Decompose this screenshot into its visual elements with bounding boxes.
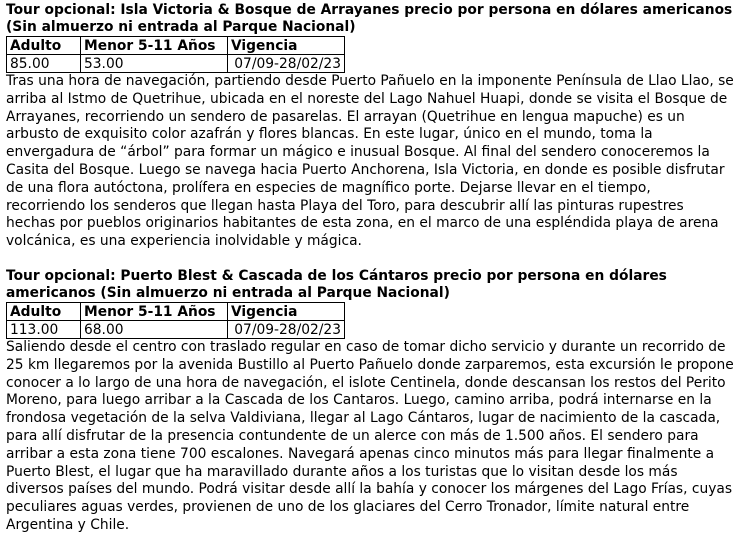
price-adult: 113.00 — [7, 321, 81, 339]
header-minor: Menor 5-11 Años — [81, 303, 228, 321]
price-adult: 85.00 — [7, 55, 81, 73]
header-minor: Menor 5-11 Años — [81, 37, 228, 55]
price-table-header-row — [7, 303, 345, 321]
tour-description: Tras una hora de navegación, partiendo desde Puerto Pañuelo en la imponente Península de Llao Llao, se arriba al Istmo de Quetrihue, ubicada en el noreste del Lago Nahuel Huapi, donde se visita el Bosque de Arrayanes, recorriendo un sendero de pasarelas. El arrayan (Quetrihue en lengua mapuche) es un arbusto de exquisito color azafrán y flores blancas. En este lugar, único en el mundo, toma la envergadura de “árbol” para formar un mágico e inusual Bosque. Al final del sendero conoceremos la Casita del Bosque. Luego se navega hacia Puerto Anchorena, Isla Victoria, en donde es posible disfrutar de una flora autóctona, prolífera en especies de magnífico porte. Dejarse llevar en el tiempo, recorriendo los senderos que llegan hasta Playa del Toro, para descubrir allí las pinturas rupestres hechas por pueblos originarios habitantes de esta zona, en el marco de una espléndida playa de arena volcánica, es una experiencia inolvidable y mágica. — [6, 73, 734, 250]
header-adult: Adulto — [7, 37, 81, 55]
tour-section-isla-victoria — [6, 2, 734, 251]
header-validity: Vigencia — [228, 303, 345, 321]
price-minor: 68.00 — [81, 321, 228, 339]
price-validity: 07/09-28/02/23 — [228, 55, 345, 73]
price-minor: 53.00 — [81, 55, 228, 73]
price-table-row — [7, 55, 345, 73]
tour-section-puerto-blest — [6, 268, 734, 535]
header-validity: Vigencia — [228, 37, 345, 55]
price-table-row — [7, 321, 345, 339]
tour-title: Tour opcional: Isla Victoria & Bosque de Arrayanes precio por persona en dólares americanos (Sin almuerzo ni entrada al Parque Nacional) — [6, 2, 733, 35]
price-table-header-row — [7, 37, 345, 55]
price-table — [6, 36, 345, 73]
tour-description: Saliendo desde el centro con traslado regular en caso de tomar dicho servicio y durante un recorrido de 25 km llegaremos por la avenida Bustillo al Puerto Pañuelo donde zarparemos, esta excursión le propone conocer a lo largo de una hora de navegación, el islote Centinela, donde descansan los restos del Perito Moreno, para luego arribar a la Cascada de los Cantaros. Luego, camino arriba, podrá internarse en la frondosa vegetación de la selva Valdiviana, llegar al Lago Cántaros, lugar de nacimiento de la cascada, para allí disfrutar de la presencia contundente de un alerce con más de 1.500 años. El sendero para arribar a esta zona tiene 700 escalones. Navegará apenas cinco minutos más para llegar finalmente a Puerto Blest, el lugar que ha maravillado durante años a los turistas que lo visitan desde los más diversos países del mundo. Podrá visitar desde allí la bahía y conocer los márgenes del Lago Frías, cuyas peculiares aguas verdes, provienen de uno de los glaciares del Cerro Tronador, límite natural entre Argentina y Chile. — [6, 339, 734, 533]
price-table — [6, 302, 345, 339]
header-adult: Adulto — [7, 303, 81, 321]
price-validity: 07/09-28/02/23 — [228, 321, 345, 339]
tour-title: Tour opcional: Puerto Blest & Cascada de los Cántaros precio por persona en dólares americanos (Sin almuerzo ni entrada al Parque Nacional) — [6, 268, 667, 301]
